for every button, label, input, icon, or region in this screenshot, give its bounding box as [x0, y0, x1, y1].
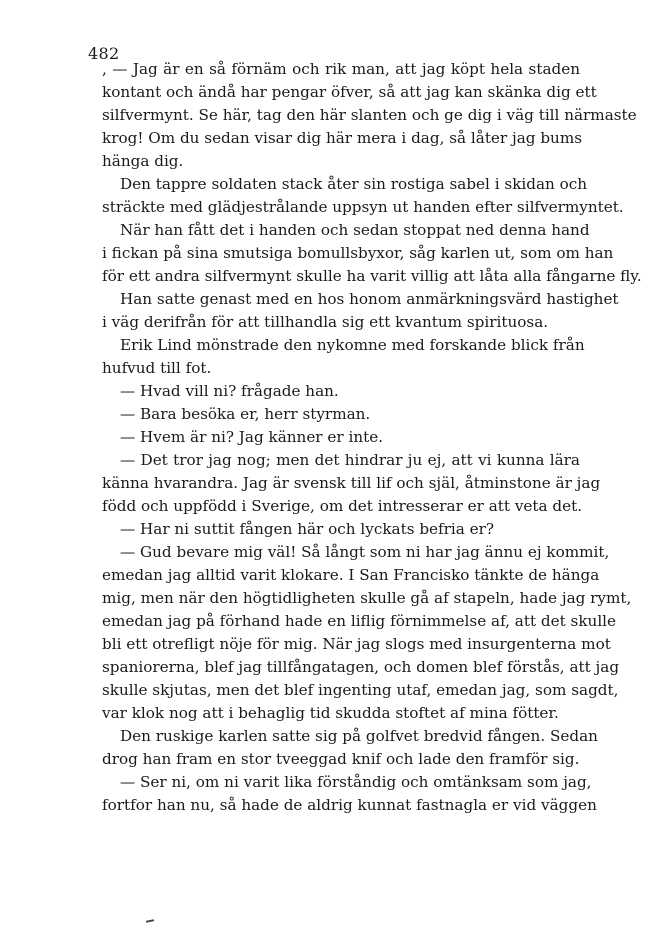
text-line: för ett andra silfvermynt skulle ha varit villig att låta alla fångarne fly. [102, 267, 642, 285]
text-line: mig, men när den högtidligheten skulle gå af stapeln, hade jag rymt, [102, 589, 632, 607]
text-line: krog! Om du sedan visar dig här mera i dag, så låter jag bums [102, 129, 583, 147]
text-line: fortfor han nu, så hade de aldrig kunnat fastnagla er vid väggen [102, 796, 597, 814]
text-line: sträckte med glädjestrålande uppsyn ut handen efter silfvermyntet. [102, 198, 624, 216]
text-line: Han satte genast med en hos honom anmärkningsvärd hastighet [120, 290, 619, 308]
text-line: — Ser ni, om ni varit lika förståndig och omtänksam som jag, [120, 773, 592, 791]
text-line: — Hvem är ni? Jag känner er inte. [120, 428, 384, 446]
text-line: i fickan på sina smutsiga bomullsbyxor, såg karlen ut, som om han [102, 244, 614, 262]
text-line: — Har ni suttit fången här och lyckats befria er? [120, 520, 495, 538]
text-line: känna hvarandra. Jag är svensk till lif och själ, åtminstone är jag [102, 474, 601, 492]
text-line: , — Jag är en så förnäm och rik man, att jag köpt hela staden [102, 60, 580, 78]
text-line: — Det tror jag nog; men det hindrar ju ej, att vi kunna lära [120, 451, 580, 469]
page-number: 482 [88, 44, 120, 63]
text-line: hänga dig. [102, 152, 184, 170]
text-line: född och uppfödd i Sverige, om det intresserar er att veta det. [102, 497, 583, 515]
text-line: i väg derifrån för att tillhandla sig ett kvantum spirituosa. [102, 313, 549, 331]
text-line: emedan jag alltid varit klokare. I San Francisko tänkte de hänga [102, 566, 600, 584]
text-line: kontant och ändå har pengar öfver, så att jag kan skänka dig ett [102, 83, 597, 101]
body-text [102, 58, 642, 817]
text-line: Den ruskige karlen satte sig på golfvet bredvid fången. Sedan [120, 727, 598, 745]
text-line: — Hvad vill ni? frågade han. [120, 382, 339, 400]
text-line: bli ett otrefligt nöje för mig. När jag slogs med insurgenterna mot [102, 635, 611, 653]
text-line: hufvud till fot. [102, 359, 212, 377]
text-line: När han fått det i handen och sedan stoppat ned denna hand [120, 221, 590, 239]
text-line: spaniorerna, blef jag tillfångatagen, och domen blef förstås, att jag [102, 658, 620, 676]
text-line: — Gud bevare mig väl! Så långt som ni har jag ännu ej kommit, [120, 543, 610, 561]
text-line: Den tappre soldaten stack åter sin rostiga sabel i skidan och [120, 175, 588, 193]
ink-mark [146, 919, 154, 923]
text-line: silfvermynt. Se här, tag den här slanten och ge dig i väg till närmaste [102, 106, 637, 124]
text-line: — Bara besöka er, herr styrman. [120, 405, 371, 423]
text-line: Erik Lind mönstrade den nykomne med forskande blick från [120, 336, 585, 354]
text-line: drog han fram en stor tveeggad knif och lade den framför sig. [102, 750, 580, 768]
text-line: emedan jag på förhand hade en liflig förnimmelse af, att det skulle [102, 612, 617, 630]
text-line: skulle skjutas, men det blef ingenting utaf, emedan jag, som sagdt, [102, 681, 619, 699]
text-line: var klok nog att i behaglig tid skudda stoftet af mina fötter. [102, 704, 559, 722]
